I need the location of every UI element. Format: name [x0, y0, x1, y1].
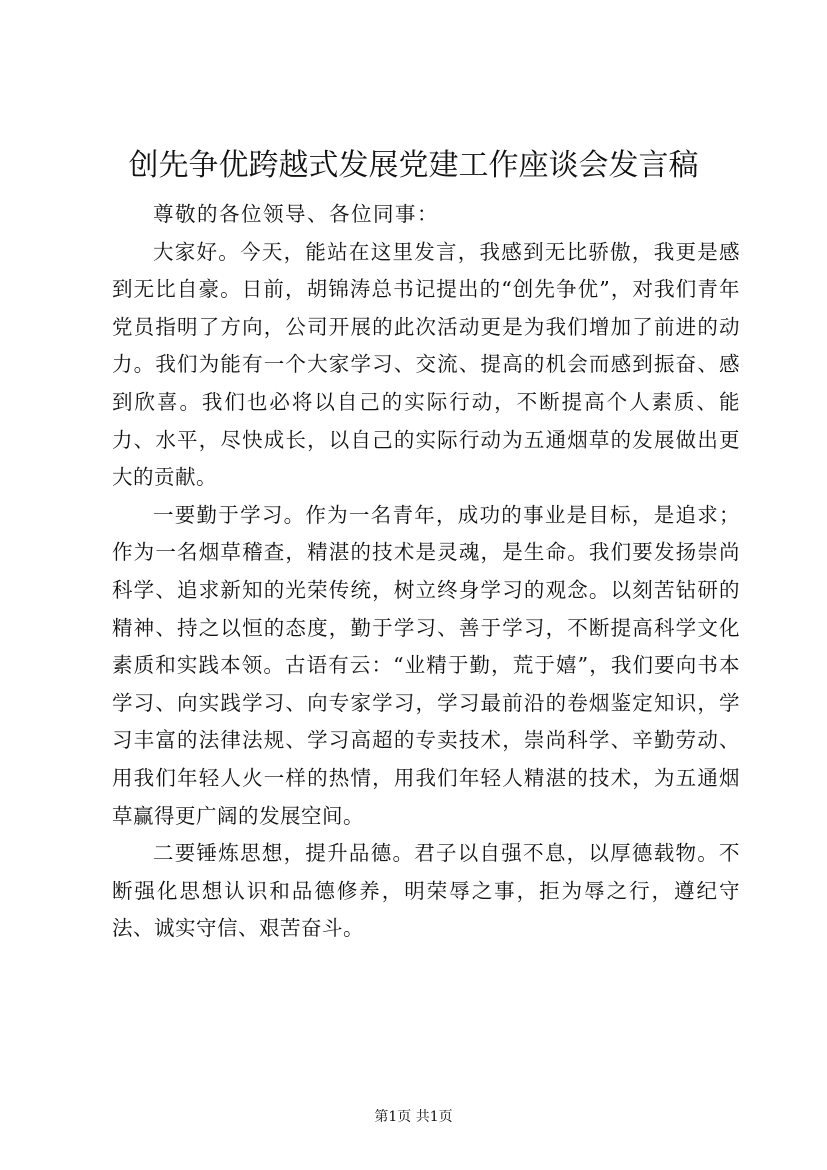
- salutation-paragraph: 尊敬的各位领导、各位同事：: [153, 202, 439, 226]
- document-title: 创先争优跨越式发展党建工作座谈会发言稿: [128, 148, 699, 183]
- learning-paragraph: 一要勤于学习。作为一名青年，成功的事业是目标，是追求；作为一名烟草稽查，精湛的技术是灵魂，是生命。我们要发扬崇尚科学、追求新知的光荣传统，树立终身学习的观念。以刻苦钻研的精神、持之以恒的态度，勤于学习、善于学习，不断提高科学文化素质和实践本领。古语有云：“业精于勤，荒于嬉”，我们要向书本学习、向实践学习、向专家学习，学习最前沿的卷烟鉴定知识，学习丰富的法律法规、学习高超的专卖技术，崇尚科学、辛勤劳动、用我们年轻人火一样的热情，用我们年轻人精湛的技术，为五通烟草赢得更广阔的发展空间。: [112, 502, 740, 828]
- document-body: [112, 196, 740, 948]
- greeting-paragraph: 大家好。今天，能站在这里发言，我感到无比骄傲，我更是感到无比自豪。日前，胡锦涛总书记提出的“创先争优”，对我们青年党员指明了方向，公司开展的此次活动更是为我们增加了前进的动力。我们为能有一个大家学习、交流、提高的机会而感到振奋、感到欣喜。我们也必将以自己的实际行动，不断提高个人素质、能力、水平，尽快成长，以自己的实际行动为五通烟草的发展做出更大的贡献。: [112, 239, 740, 490]
- morality-paragraph: 二要锤炼思想，提升品德。君子以自强不息，以厚德载物。不断强化思想认识和品德修养，明荣辱之事，拒为辱之行，遵纪守法、诚实守信、艰苦奋斗。: [112, 841, 740, 941]
- page-footer: 第1页 共1页: [374, 1109, 453, 1125]
